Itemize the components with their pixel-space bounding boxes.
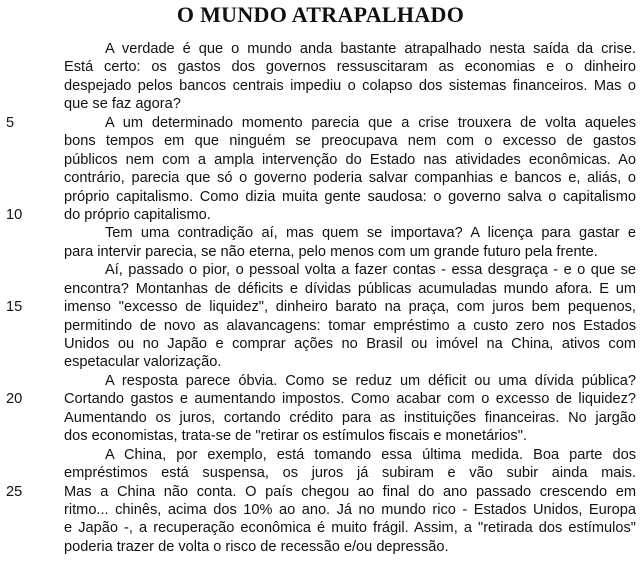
line-text: imenso "excesso de liquidez", dinheiro barato na praça, com juros bem pequenos, bbox=[64, 299, 636, 316]
text-line bbox=[0, 483, 641, 501]
text-line bbox=[0, 243, 641, 261]
text-line bbox=[0, 335, 641, 353]
text-line bbox=[0, 95, 641, 113]
line-text: bons tempos em que ninguém se preocupava nem com o excesso de gastos bbox=[64, 133, 636, 150]
text-line bbox=[0, 464, 641, 482]
text-line bbox=[0, 114, 641, 132]
line-text: Aí, passado o pior, o pessoal volta a fazer contas - essa desgraça - e o que se bbox=[105, 262, 636, 279]
text-line bbox=[0, 261, 641, 279]
text-line bbox=[0, 372, 641, 390]
line-text: que se faz agora? bbox=[64, 96, 181, 113]
text-line bbox=[0, 77, 641, 95]
line-number: 5 bbox=[6, 114, 15, 131]
line-text: e Japão -, a recuperação econômica é muito frágil. Assim, a "retirada dos estímulos" bbox=[64, 520, 636, 537]
line-text: Aumentando os juros, cortando crédito para as instituições financeiras. No jargão bbox=[64, 409, 636, 426]
line-text: permitindo de novo as alavancagens: tomar empréstimo a custo zero nos Estados bbox=[64, 317, 636, 334]
line-number: 20 bbox=[6, 391, 23, 408]
text-line bbox=[0, 188, 641, 206]
text-line bbox=[0, 169, 641, 187]
line-text: A um determinado momento parecia que a crise trouxera de volta aqueles bbox=[105, 114, 636, 131]
text-line bbox=[0, 224, 641, 242]
line-text: despejado pelos bancos centrais impediu o colapso dos sistemas financeiros. Mas o bbox=[64, 77, 636, 94]
line-text: Mas a China não conta. O país chegou ao final do ano passado crescendo em bbox=[64, 483, 636, 500]
text-line bbox=[0, 538, 641, 556]
text-line bbox=[0, 40, 641, 58]
text-line bbox=[0, 501, 641, 519]
text-line bbox=[0, 58, 641, 76]
line-text: A China, por exemplo, está tomando essa última medida. Boa parte dos bbox=[105, 446, 636, 463]
line-text: espetacular valorização. bbox=[64, 354, 222, 371]
text-line bbox=[0, 446, 641, 464]
line-text: encontra? Montanhas de déficits e dívidas públicas acumuladas mundo afora. E um bbox=[64, 280, 636, 297]
line-text: A resposta parece óbvia. Como se reduz um déficit ou uma dívida pública? bbox=[105, 372, 636, 389]
line-number: 10 bbox=[6, 206, 23, 223]
line-number: 25 bbox=[6, 483, 23, 500]
text-line bbox=[0, 519, 641, 537]
text-line bbox=[0, 427, 641, 445]
text-line bbox=[0, 353, 641, 371]
line-text: próprio capitalismo. Como dizia muita gente saudosa: o governo salva o capitalismo bbox=[64, 188, 636, 205]
text-line bbox=[0, 298, 641, 316]
article-body bbox=[0, 40, 641, 556]
line-number: 15 bbox=[6, 299, 23, 316]
line-text: públicos nem com a ampla intervenção do Estado nas atividades econômicas. Ao bbox=[64, 151, 636, 168]
text-line bbox=[0, 409, 641, 427]
text-line bbox=[0, 151, 641, 169]
text-line bbox=[0, 206, 641, 224]
text-line bbox=[0, 132, 641, 150]
line-text: Tem uma contradição aí, mas quem se importava? A licença para gastar e bbox=[105, 225, 636, 242]
line-text: empréstimos está suspensa, os juros já subiram e vão subir ainda mais. bbox=[64, 465, 636, 482]
line-text: ritmo... chinês, acima dos 10% ao ano. Já no mundo rico - Estados Unidos, Europa bbox=[64, 501, 636, 518]
line-text: Está certo: os gastos dos governos ressuscitaram as economias e o dinheiro bbox=[64, 59, 636, 76]
line-text: Unidos ou no Japão e comprar ações no Brasil ou imóvel na China, ativos com bbox=[64, 336, 636, 352]
line-text: poderia trazer de volta o risco de recessão e/ou depressão. bbox=[64, 538, 449, 555]
line-text: dos economistas, trata-se de "retirar os estímulos fiscais e monetários". bbox=[64, 428, 527, 445]
line-text: A verdade é que o mundo anda bastante atrapalhado nesta saída da crise. bbox=[105, 41, 636, 57]
text-line bbox=[0, 390, 641, 408]
line-text: para intervir parecia, se não eterna, pelo menos com um grande futuro pela frente. bbox=[64, 243, 598, 260]
line-text: do próprio capitalismo. bbox=[64, 206, 211, 223]
text-line bbox=[0, 280, 641, 298]
document-title: O MUNDO ATRAPALHADO bbox=[176, 2, 465, 27]
text-line bbox=[0, 317, 641, 335]
line-text: Cortando gastos e aumentando impostos. Como acabar com o excesso de liquidez? bbox=[64, 391, 636, 408]
line-text: contrário, parecia que só o governo poderia salvar companhias e bancos e, aliás, o bbox=[64, 170, 636, 187]
